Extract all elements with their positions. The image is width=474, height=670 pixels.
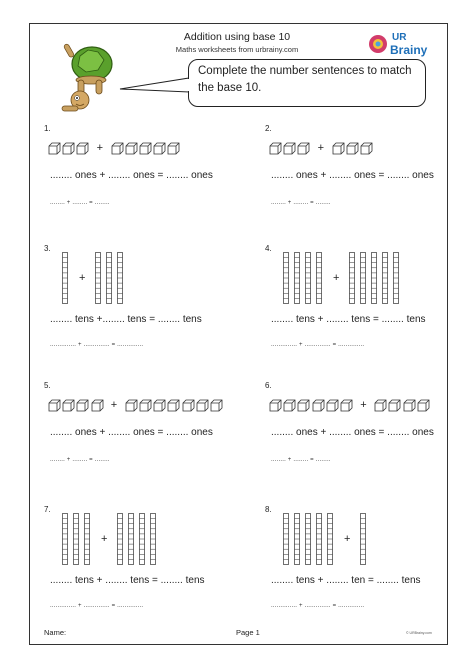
unit-cube-icon xyxy=(269,142,282,155)
ten-rod-icon xyxy=(294,513,300,565)
question-number: 5. xyxy=(44,381,51,390)
svg-text:UR: UR xyxy=(392,32,407,43)
unit-cube-icon xyxy=(417,399,430,412)
plus-sign: + xyxy=(79,272,86,284)
ten-rod-icon xyxy=(360,513,366,565)
number-sentence-words: ........ ones + ........ ones = ........ ones xyxy=(271,170,434,181)
ten-rod-icon xyxy=(294,252,300,304)
tens-rods-right xyxy=(349,252,399,304)
ten-rod-icon xyxy=(73,513,79,565)
unit-cube-icon xyxy=(332,142,345,155)
ones-cubes-left xyxy=(269,142,310,155)
tens-rods-left xyxy=(62,513,90,565)
ten-rod-icon xyxy=(316,252,322,304)
plus-sign: + xyxy=(96,142,104,154)
unit-cube-icon xyxy=(312,399,325,412)
tens-rods-right xyxy=(360,513,366,565)
ten-rod-icon xyxy=(393,252,399,304)
tens-rods-left xyxy=(283,252,322,304)
number-sentence-words: ........ tens + ........ tens = ........ tens xyxy=(271,314,426,325)
number-sentence-digits: ........ + ........ = ........ xyxy=(50,457,110,463)
unit-cube-icon xyxy=(111,142,124,155)
copyright-text: © URBrainy.com xyxy=(406,631,432,635)
number-sentence-digits: ........ + ........ = ........ xyxy=(271,200,331,206)
instruction-line-2: the base 10. xyxy=(198,82,262,94)
ten-rod-icon xyxy=(117,513,123,565)
tens-rods-right xyxy=(95,252,123,304)
unit-cube-icon xyxy=(48,142,61,155)
plus-sign: + xyxy=(333,272,340,284)
ten-rod-icon xyxy=(360,252,366,304)
ones-cubes-right xyxy=(332,142,373,155)
ten-rod-icon xyxy=(305,513,311,565)
svg-text:Brainy: Brainy xyxy=(390,43,428,57)
ten-rod-icon xyxy=(62,513,68,565)
unit-cube-icon xyxy=(269,399,282,412)
unit-cube-icon xyxy=(48,399,61,412)
instruction-text xyxy=(198,63,423,97)
tens-rods-right xyxy=(117,513,156,565)
number-sentence-digits: .............. + .............. = .............. xyxy=(50,603,144,609)
unit-cube-icon xyxy=(340,399,353,412)
unit-cube-icon xyxy=(62,142,75,155)
ten-rod-icon xyxy=(128,513,134,565)
unit-cube-icon xyxy=(388,399,401,412)
unit-cube-icon xyxy=(91,399,104,412)
number-sentence-words: ........ ones + ........ ones = ........ ones xyxy=(50,170,213,181)
ten-rod-icon xyxy=(283,252,289,304)
plus-sign: + xyxy=(360,399,367,411)
unit-cube-icon xyxy=(326,399,339,412)
ten-rod-icon xyxy=(316,513,322,565)
ten-rod-icon xyxy=(62,252,68,304)
number-sentence-words: ........ ones + ........ ones = ........ ones xyxy=(50,427,213,438)
question-number: 4. xyxy=(265,244,272,253)
number-sentence-words: ........ tens + ........ ten = ........ tens xyxy=(271,575,421,586)
unit-cube-icon xyxy=(283,399,296,412)
unit-cube-icon xyxy=(346,142,359,155)
ten-rod-icon xyxy=(382,252,388,304)
unit-cube-icon xyxy=(139,142,152,155)
unit-cube-icon xyxy=(360,142,373,155)
question-number: 2. xyxy=(265,124,272,133)
unit-cube-icon xyxy=(196,399,209,412)
ten-rod-icon xyxy=(84,513,90,565)
unit-cube-icon xyxy=(153,399,166,412)
number-sentence-words: ........ tens +........ tens = ........ tens xyxy=(50,314,202,325)
question-number: 7. xyxy=(44,505,51,514)
ten-rod-icon xyxy=(150,513,156,565)
ten-rod-icon xyxy=(327,513,333,565)
ones-cubes-right xyxy=(125,399,223,412)
ten-rod-icon xyxy=(95,252,101,304)
ten-rod-icon xyxy=(139,513,145,565)
plus-sign: + xyxy=(101,533,108,545)
unit-cube-icon xyxy=(125,399,138,412)
question-number: 6. xyxy=(265,381,272,390)
ones-cubes-left xyxy=(48,142,89,155)
tens-rods-left xyxy=(283,513,333,565)
unit-cube-icon xyxy=(283,142,296,155)
unit-cube-icon xyxy=(210,399,223,412)
ten-rod-icon xyxy=(117,252,123,304)
ones-cubes-right xyxy=(374,399,430,412)
tens-rods-left xyxy=(62,252,68,304)
unit-cube-icon xyxy=(374,399,387,412)
unit-cube-icon xyxy=(182,399,195,412)
ones-cubes-right xyxy=(111,142,181,155)
ten-rod-icon xyxy=(371,252,377,304)
ten-rod-icon xyxy=(349,252,355,304)
unit-cube-icon xyxy=(297,142,310,155)
number-sentence-digits: ........ + ........ = ........ xyxy=(50,200,110,206)
question-number: 3. xyxy=(44,244,51,253)
ones-cubes-left xyxy=(269,399,353,412)
unit-cube-icon xyxy=(153,142,166,155)
number-sentence-digits: .............. + .............. = .............. xyxy=(50,342,144,348)
number-sentence-words: ........ ones + ........ ones = ........ ones xyxy=(271,427,434,438)
unit-cube-icon xyxy=(403,399,416,412)
unit-cube-icon xyxy=(76,399,89,412)
number-sentence-words: ........ tens + ........ tens = ........ tens xyxy=(50,575,205,586)
number-sentence-digits: .............. + .............. = .............. xyxy=(271,603,365,609)
plus-sign: + xyxy=(317,142,325,154)
ten-rod-icon xyxy=(283,513,289,565)
page-number: Page 1 xyxy=(236,628,260,637)
ten-rod-icon xyxy=(106,252,112,304)
question-number: 8. xyxy=(265,505,272,514)
ten-rod-icon xyxy=(305,252,311,304)
unit-cube-icon xyxy=(297,399,310,412)
unit-cube-icon xyxy=(139,399,152,412)
number-sentence-digits: ........ + ........ = ........ xyxy=(271,457,331,463)
unit-cube-icon xyxy=(167,142,180,155)
unit-cube-icon xyxy=(167,399,180,412)
worksheet-subtitle: Maths worksheets from urbrainy.com xyxy=(175,45,299,54)
unit-cube-icon xyxy=(76,142,89,155)
plus-sign: + xyxy=(344,533,351,545)
plus-sign: + xyxy=(110,399,118,411)
question-number: 1. xyxy=(44,124,51,133)
ones-cubes-left xyxy=(48,399,104,412)
number-sentence-digits: .............. + .............. = .............. xyxy=(271,342,365,348)
unit-cube-icon xyxy=(62,399,75,412)
worksheet-title: Addition using base 10 xyxy=(183,31,291,43)
unit-cube-icon xyxy=(125,142,138,155)
instruction-line-1: Complete the number sentences to match xyxy=(198,65,412,77)
name-label: Name: xyxy=(44,628,67,637)
